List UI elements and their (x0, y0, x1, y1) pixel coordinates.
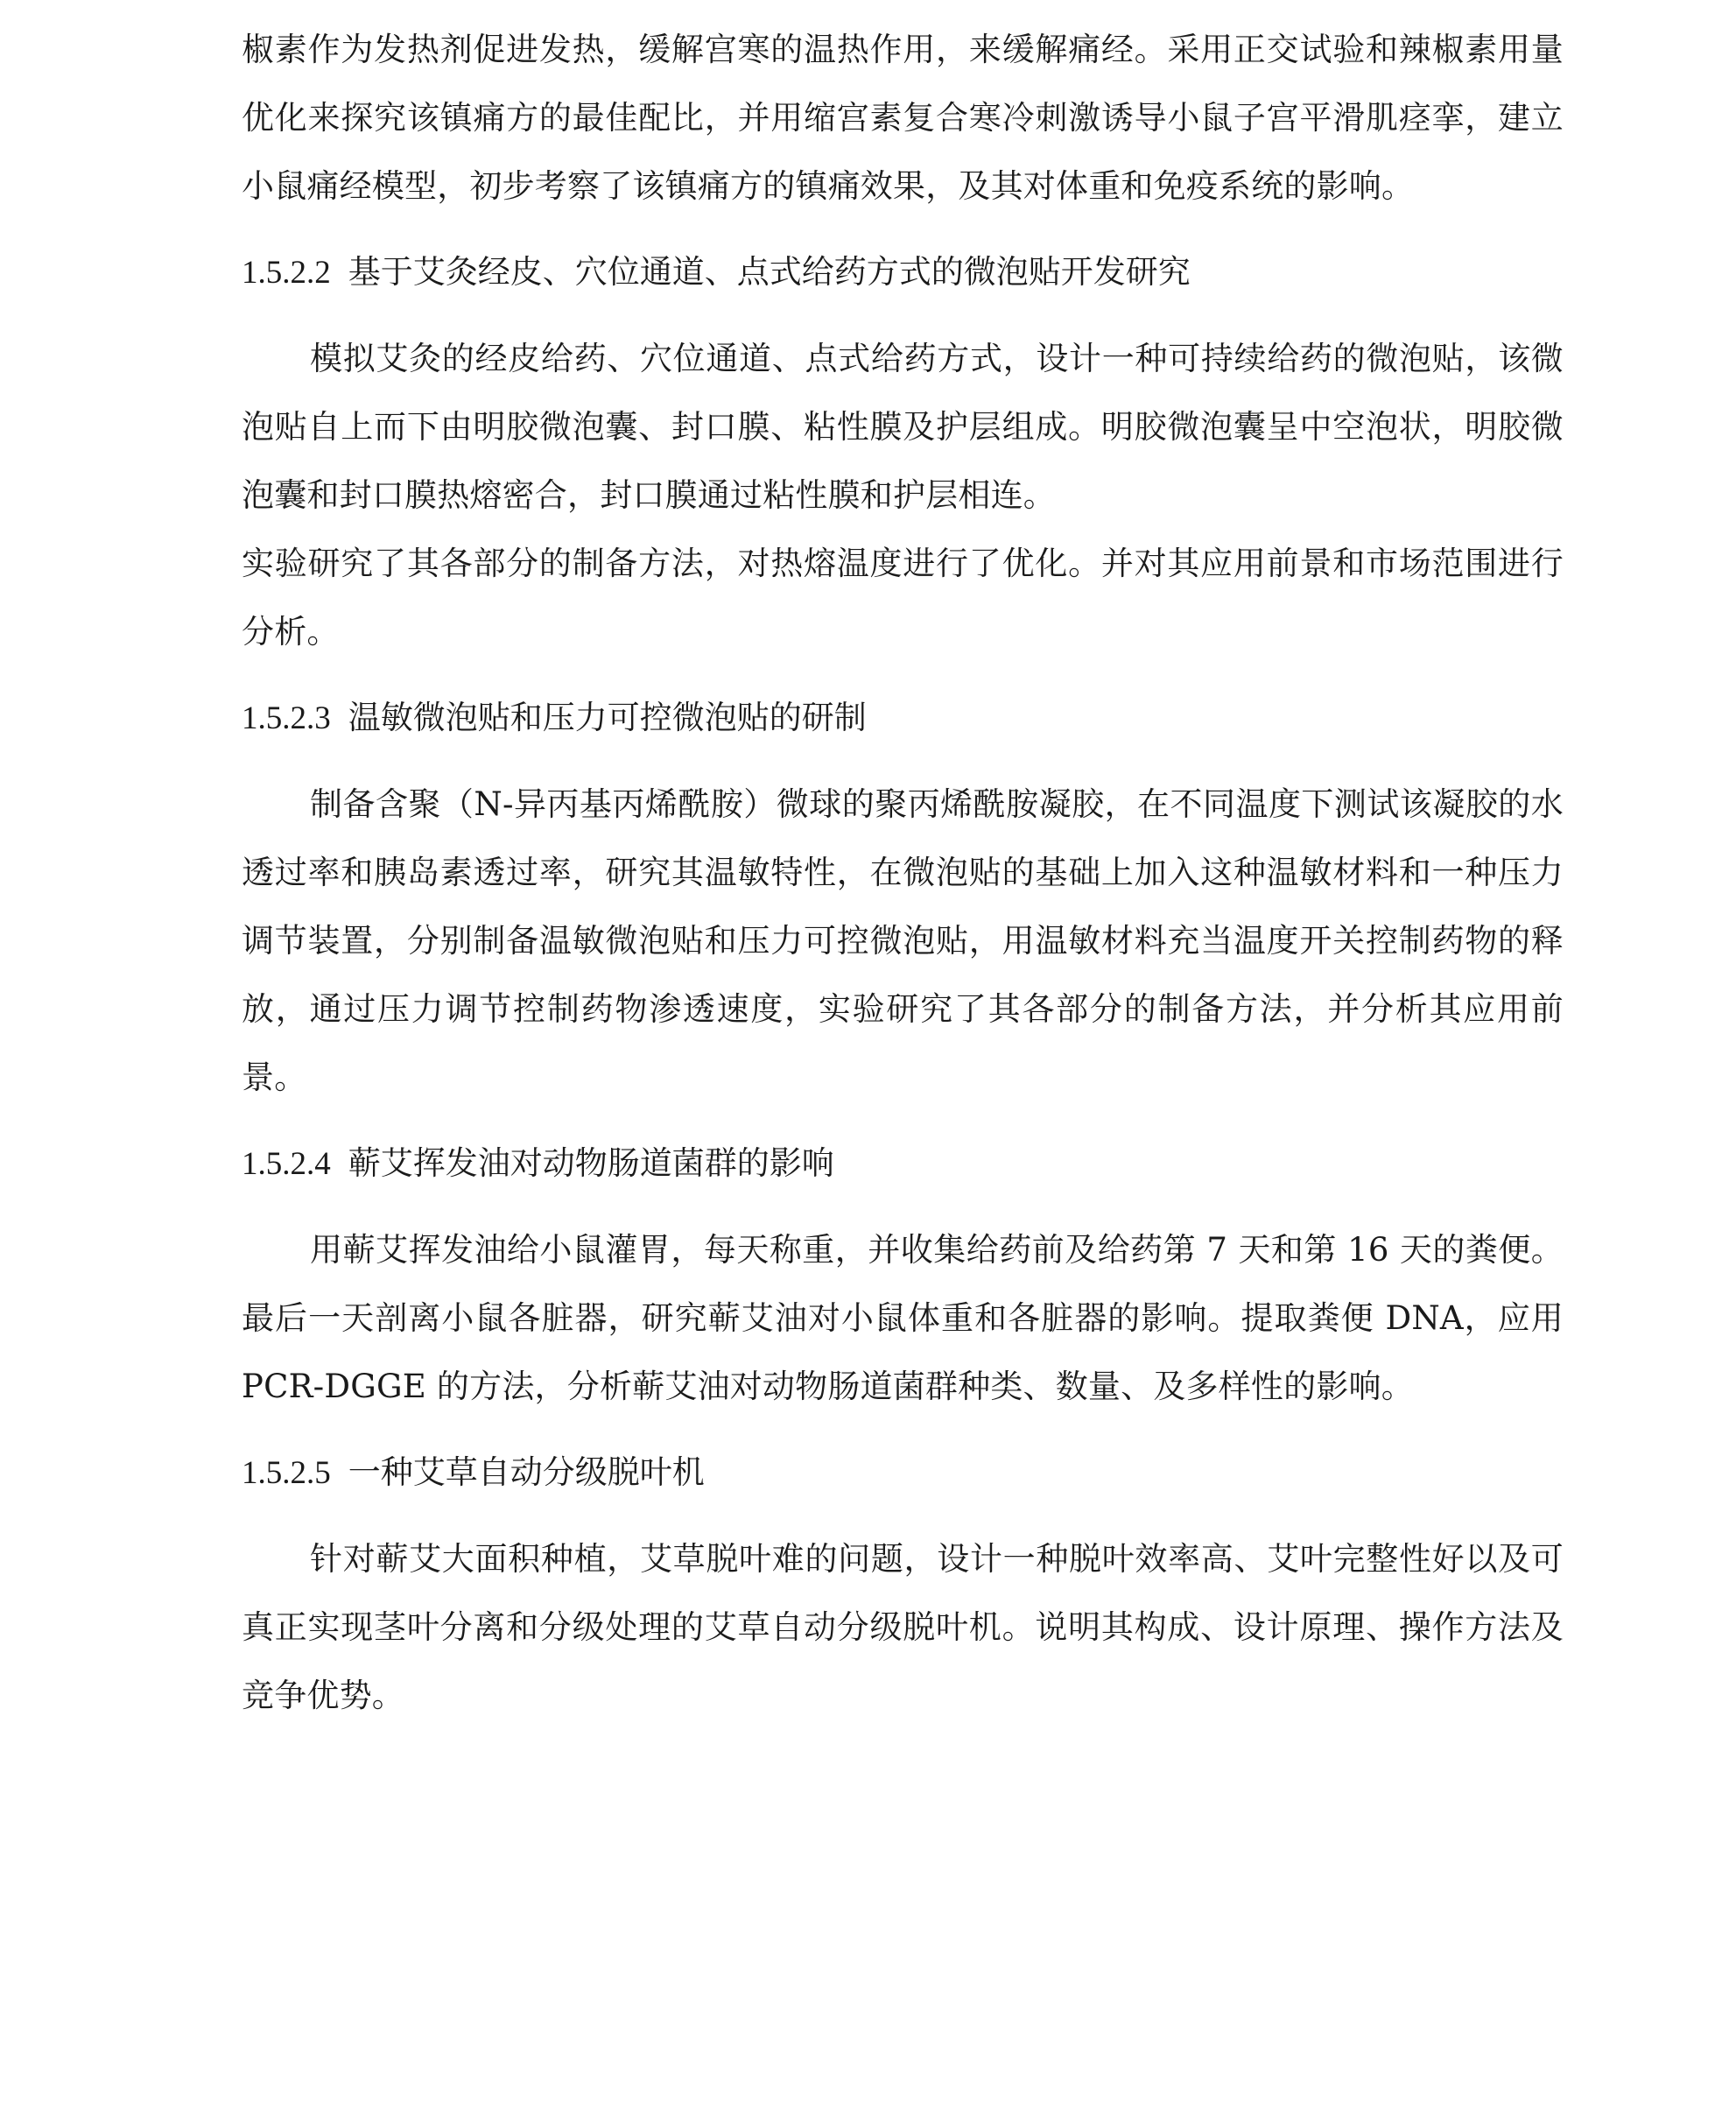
paragraph: 模拟艾灸的经皮给药、穴位通道、点式给药方式，设计一种可持续给药的微泡贴，该微泡贴自上而下由明胶微泡囊、封口膜、粘性膜及护层组成。明胶微泡囊呈中空泡状，明胶微泡囊和封口膜热熔密合，封口膜通过粘性膜和护层相连。 (242, 340, 1564, 514)
section-title: 一种艾草自动分级脱叶机 (348, 1453, 705, 1491)
section-number: 1.5.2.4 (242, 1146, 331, 1182)
section-heading-1-5-2-2 (242, 238, 1564, 307)
paragraph: 用蕲艾挥发油给小鼠灌胃，每天称重，并收集给药前及给药第 7 天和第 16 天的粪便。最后一天剖离小鼠各脏器，研究蕲艾油对小鼠体重和各脏器的影响。提取粪便 DNA，应用 PCR-DGGE 的方法，分析蕲艾油对动物肠道菌群种类、数量、及多样性的影响。 (242, 1231, 1564, 1405)
section-number: 1.5.2.5 (242, 1455, 331, 1491)
section-heading-1-5-2-3 (242, 684, 1564, 753)
section-number: 1.5.2.3 (242, 700, 331, 736)
section-title: 基于艾灸经皮、穴位通道、点式给药方式的微泡贴开发研究 (348, 253, 1191, 291)
document-body (242, 16, 1564, 1730)
paragraph: 针对蕲艾大面积种植，艾草脱叶难的问题，设计一种脱叶效率高、艾叶完整性好以及可真正实现茎叶分离和分级处理的艾草自动分级脱叶机。说明其构成、设计原理、操作方法及竞争优势。 (242, 1540, 1564, 1714)
section-heading-1-5-2-5 (242, 1438, 1564, 1508)
paragraph: 实验研究了其各部分的制备方法，对热熔温度进行了优化。并对其应用前景和市场范围进行分析。 (242, 545, 1564, 651)
section-heading-1-5-2-4 (242, 1129, 1564, 1199)
section-title: 蕲艾挥发油对动物肠道菌群的影响 (348, 1144, 834, 1182)
paragraph-continued: 椒素作为发热剂促进发热，缓解宫寒的温热作用，来缓解痛经。采用正交试验和辣椒素用量优化来探究该镇痛方的最佳配比，并用缩宫素复合寒冷刺激诱导小鼠子宫平滑肌痉挛，建立小鼠痛经模型，初步考察了该镇痛方的镇痛效果，及其对体重和免疫系统的影响。 (242, 31, 1564, 205)
section-title: 温敏微泡贴和压力可控微泡贴的研制 (348, 699, 867, 736)
section-number: 1.5.2.2 (242, 255, 331, 291)
paragraph: 制备含聚（N-异丙基丙烯酰胺）微球的聚丙烯酰胺凝胶，在不同温度下测试该凝胶的水透过率和胰岛素透过率，研究其温敏特性，在微泡贴的基础上加入这种温敏材料和一种压力调节装置，分别制备温敏微泡贴和压力可控微泡贴，用温敏材料充当温度开关控制药物的释放，通过压力调节控制药物渗透速度，实验研究了其各部分的制备方法，并分析其应用前景。 (242, 785, 1564, 1096)
